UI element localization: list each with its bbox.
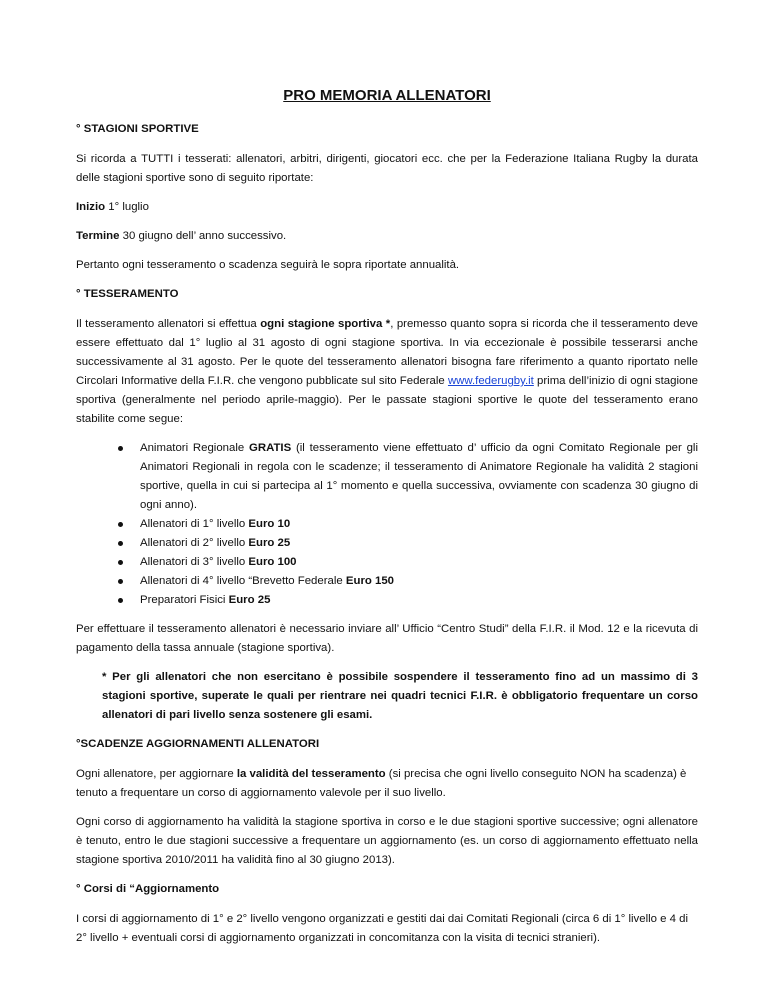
- text-run: Ogni allenatore, per aggiornare: [76, 768, 237, 780]
- section-heading-tesseramento: ° TESSERAMENTO: [76, 288, 179, 300]
- paragraph-tesseramento: [76, 315, 698, 429]
- list-item: [118, 515, 698, 534]
- page-title: PRO MEMORIA ALLENATORI: [283, 87, 491, 104]
- termine-label: Termine: [76, 230, 120, 242]
- paragraph-stagioni-intro: Si ricorda a TUTTI i tesserati: allenatori, arbitri, dirigenti, giocatori ecc. che per la Federazione Italiana Rugby la durata delle stagioni sportive sono di seguito riportate:: [76, 153, 698, 184]
- section-heading-stagioni: ° STAGIONI SPORTIVE: [76, 123, 199, 135]
- section-heading-scadenze: °SCADENZE AGGIORNAMENTI ALLENATORI: [76, 738, 320, 750]
- note-sospensione: * Per gli allenatori che non esercitano è possibile sospendere il tesseramento fino ad un massimo di 3 stagioni sportive, superate le quali per rientrare nei quadri tecnici F.I.R. è obbligatorio frequentare un corso allenatori di pari livello senza sostenere gli esami.: [102, 671, 698, 721]
- paragraph-corso-aggiornamento: Ogni corso di aggiornamento ha validità la stagione sportiva in corso e le due stagioni sportive successive; ogni allenatore è tenuto, entro le due stagioni successive a frequentare un aggiornamento (es. un corso di aggiornamento effettuato nella stagione sportiva 2010/2011 ha validità fino al 30 giugno 2013).: [76, 816, 698, 866]
- list-item: [118, 553, 698, 572]
- item-fee: Euro 25: [228, 594, 271, 606]
- text-run-bold: la validità del tesseramento: [236, 768, 386, 780]
- inizio-text: 1° luglio: [105, 201, 149, 213]
- item-text: Animatori Regionale: [140, 442, 249, 454]
- list-item: [118, 439, 698, 515]
- inizio-label: Inizio: [76, 201, 106, 213]
- item-text: Preparatori Fisici: [140, 594, 229, 606]
- list-item: [118, 591, 698, 610]
- list-item: [118, 534, 698, 553]
- fees-list: [76, 439, 698, 610]
- paragraph-annualita: Pertanto ogni tesseramento o scadenza seguirà le sopra riportate annualità.: [76, 259, 460, 271]
- paragraph-invio-mod12: Per effettuare il tesseramento allenatori è necessario inviare all’ Ufficio “Centro Studi” della F.I.R. il Mod. 12 e la ricevuta di pagamento della tassa annuale (stagione sportiva).: [76, 623, 698, 654]
- paragraph-validita: [76, 765, 698, 803]
- item-fee: Euro 150: [345, 575, 395, 587]
- paragraph-inizio: [76, 198, 698, 217]
- text-run-bold: ogni stagione sportiva *: [260, 318, 391, 330]
- text-run: (si precisa che ogni livello conseguito NON ha scadenza) è tenuto a frequentare un corso di aggiornamento valevole per il suo livello.: [76, 768, 687, 799]
- paragraph-corsi: I corsi di aggiornamento di 1° e 2° livello vengono organizzati e gestiti dai dai Comitati Regionali (circa 6 di 1° livello e 4 di 2° livello + eventuali corsi di aggiornamento organizzati in concomitanza con la visita di tecnici stranieri).: [76, 913, 688, 944]
- section-heading-corsi: ° Corsi di “Aggiornamento: [76, 883, 220, 895]
- text-run: , premesso quanto sopra si ricorda che il tesseramento deve essere effettuato dal 1° luglio al 31 agosto di ogni stagione sportiva. In via eccezionale è possibile tesserarsi anche successivamente al 31 agosto. Per le quote del tesseramento allenatori bisogna fare riferimento a quanto riportato nelle Circolari Informative della F.I.R. che vengono pubblicate sul sito Federale: [76, 318, 698, 387]
- item-text: Allenatori di 4° livello “Brevetto Federale: [140, 575, 346, 587]
- list-item: [118, 572, 698, 591]
- item-fee: Euro 10: [248, 518, 291, 530]
- item-fee: GRATIS: [249, 442, 292, 454]
- paragraph-termine: [76, 227, 698, 246]
- item-text: Allenatori di 2° livello: [140, 537, 249, 549]
- federugby-link[interactable]: www.federugby.it: [447, 375, 534, 387]
- item-fee: Euro 25: [248, 537, 291, 549]
- text-run: Il tesseramento allenatori si effettua: [76, 318, 261, 330]
- termine-text: 30 giugno dell’ anno successivo.: [119, 230, 287, 242]
- item-text: Allenatori di 1° livello: [140, 518, 249, 530]
- text-run: prima dell’inizio di ogni stagione sportiva (generalmente nel periodo aprile-maggio). Per le passate stagioni sportive le quote del tesseramento erano stabilite come segue:: [76, 375, 698, 425]
- item-extra: (il tesseramento viene effettuato d’ ufficio da ogni Comitato Regionale per gli Animatori Regionali in regola con le scadenze; il tesseramento di Animatore Regionale ha validità 2 stagioni sportive, quella in cui si partecipa al 1° momento e quella successiva, ovviamente con scadenza 30 giugno di ogni anno).: [140, 442, 698, 511]
- item-text: Allenatori di 3° livello: [140, 556, 249, 568]
- item-fee: Euro 100: [248, 556, 297, 568]
